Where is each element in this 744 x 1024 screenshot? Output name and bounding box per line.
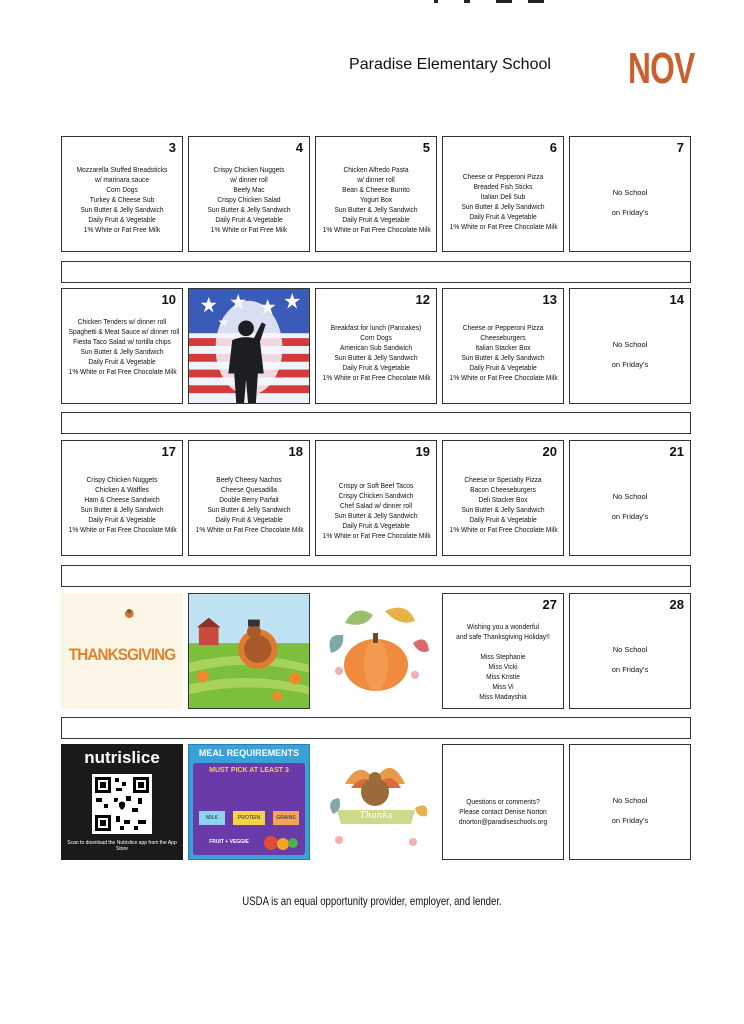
menu-item: Bacon Cheeseburgers [470, 485, 536, 494]
day-cell [315, 288, 437, 404]
menu-item: Crispy Chicken Nuggets [86, 475, 158, 484]
menu-item: Bean & Cheese Burrito [342, 185, 410, 194]
school-name: Paradise Elementary School [349, 56, 551, 73]
day-number: 10 [161, 292, 176, 307]
nutrislice-caption: Scan to download the Nutrislice app from the App Store [67, 840, 177, 852]
menu-item: American Sub Sandwich [339, 343, 413, 352]
day-cell [569, 593, 691, 709]
menu-item: Crispy Chicken Sandwich [338, 491, 414, 500]
menu-list [196, 165, 303, 235]
day-number: 6 [549, 140, 557, 155]
menu-item: Miss Stephanie [480, 652, 526, 661]
menu-item: 1% White or Fat Free Chocolate Milk [449, 373, 558, 382]
no-school-note: No School on Friday's [611, 645, 649, 674]
menu-item: Sun Butter & Jelly Sandwich [334, 353, 418, 362]
scan-mark [496, 0, 512, 3]
menu-item: Miss Vi [492, 682, 514, 691]
menu-list [323, 165, 430, 235]
veterans-day-image [188, 288, 310, 404]
menu-item: Daily Fruit & Vegetable [88, 215, 156, 224]
menu-item: Crispy Chicken Nuggets [213, 165, 285, 174]
row-divider [61, 565, 691, 587]
day-cell [569, 440, 691, 556]
menu-item: Daily Fruit & Vegetable [215, 515, 283, 524]
menu-item: Sun Butter & Jelly Sandwich [80, 205, 164, 214]
menu-list [323, 481, 430, 541]
usda-statement: USDA is an equal opportunity provider, employer, and lender. [242, 894, 502, 908]
menu-item: Fiesta Taco Salad w/ tortilla chips [73, 337, 171, 346]
menu-item: 1% White or Fat Free Chocolate Milk [195, 525, 304, 534]
nutrislice-logo: nutrislice [84, 748, 160, 767]
menu-item: Daily Fruit & Vegetable [88, 515, 156, 524]
row-divider [61, 261, 691, 283]
menu-item: 1% White or Fat Free Milk [210, 225, 288, 234]
milk-label: MILK [199, 811, 225, 825]
menu-item: Chicken & Waffles [95, 485, 149, 494]
menu-item: Miss Vicki [488, 662, 518, 671]
menu-item: Double Berry Parfait [219, 495, 279, 504]
day-cell [569, 288, 691, 404]
menu-item: w/ dinner roll [230, 175, 268, 184]
menu-item: Cheeseburgers [480, 333, 526, 342]
menu-list [450, 475, 557, 535]
menu-item: Sun Butter & Jelly Sandwich [80, 505, 164, 514]
menu-list [68, 317, 180, 377]
day-cell [188, 440, 310, 556]
menu-item: Chicken Alfredo Pasta [343, 165, 409, 174]
contact-cell [442, 744, 564, 860]
turkey-icon [61, 593, 183, 643]
menu-item: Breakfast for lunch (Pancakes) [330, 323, 422, 332]
menu-list [450, 323, 557, 383]
day-number: 21 [669, 444, 684, 459]
no-school-note: No School on Friday's [611, 340, 649, 369]
day-cell [442, 440, 564, 556]
turkey-farm-image [188, 593, 310, 709]
pumpkin-icon [315, 593, 437, 709]
menu-item [450, 642, 557, 652]
thanksgiving-image [61, 593, 183, 709]
thanks-turkey-illustration [315, 744, 437, 860]
menu-list [196, 475, 303, 535]
day-number: 7 [676, 140, 684, 155]
protein-label: PROTEIN [233, 811, 265, 825]
meal-requirements-image [188, 744, 310, 860]
menu-item: Cheese Quesadilla [221, 485, 277, 494]
menu-item: Corn Dogs [360, 333, 392, 342]
menu-item: Sun Butter & Jelly Sandwich [461, 353, 545, 362]
menu-item: Ham & Cheese Sandwich [84, 495, 160, 504]
holiday-message [450, 622, 557, 702]
menu-item: Miss Kristie [486, 672, 520, 681]
menu-item: Chef Salad w/ dinner roll [339, 501, 413, 510]
menu-item: Sun Butter & Jelly Sandwich [207, 505, 291, 514]
menu-list [450, 172, 557, 232]
menu-item: Sun Butter & Jelly Sandwich [334, 511, 418, 520]
menu-item: Beefy Mac [233, 185, 265, 194]
day-number: 20 [542, 444, 557, 459]
meal-requirements-panel [193, 763, 305, 855]
menu-item: Cheese or Pepperoni Pizza [462, 323, 544, 332]
row-divider [61, 412, 691, 434]
day-cell [61, 136, 183, 252]
menu-item: 1% White or Fat Free Chocolate Milk [68, 367, 177, 376]
menu-item: Daily Fruit & Vegetable [469, 363, 537, 372]
meal-requirements-subtitle: MUST PICK AT LEAST 3 [209, 767, 289, 774]
day-number: 13 [542, 292, 557, 307]
menu-list [323, 323, 430, 383]
day-cell [315, 136, 437, 252]
menu-item: Sun Butter & Jelly Sandwich [461, 505, 545, 514]
qr-code-icon [92, 774, 152, 834]
meal-requirements-title: MEAL REQUIREMENTS [198, 748, 300, 758]
day-number: 5 [422, 140, 430, 155]
no-school-note: No School on Friday's [611, 188, 649, 217]
menu-item: Italian Deli Sub [480, 192, 526, 201]
scan-mark [434, 0, 438, 3]
day-number: 19 [415, 444, 430, 459]
day-cell [61, 440, 183, 556]
day-cell [442, 136, 564, 252]
menu-item: Cheese or Specialty Pizza [464, 475, 542, 484]
day-number: 18 [288, 444, 303, 459]
menu-item: w/ marinara sauce [94, 175, 150, 184]
day-number: 27 [542, 597, 557, 612]
menu-item: Daily Fruit & Vegetable [469, 212, 537, 221]
menu-item: 1% White or Fat Free Chocolate Milk [322, 531, 431, 540]
menu-item: Daily Fruit & Vegetable [215, 215, 283, 224]
fruit-veggie-icon [263, 833, 299, 853]
day-number: 17 [161, 444, 176, 459]
menu-item: Sun Butter & Jelly Sandwich [80, 347, 164, 356]
menu-item: and safe Thanksgiving Holiday!! [456, 632, 550, 641]
menu-item: Mozzarella Stuffed Breadsticks [76, 165, 168, 174]
menu-item: dnorton@paradiseschools.org [458, 817, 548, 826]
contact-info [450, 797, 557, 827]
menu-item: Daily Fruit & Vegetable [342, 363, 410, 372]
day-cell [442, 288, 564, 404]
menu-item: Daily Fruit & Vegetable [342, 521, 410, 530]
thanksgiving-text: THANKSGIVING [68, 645, 176, 664]
day-cell [569, 744, 691, 860]
menu-item: Italian Stacker Box [475, 343, 531, 352]
menu-item: w/ dinner roll [357, 175, 395, 184]
day-cell [188, 136, 310, 252]
menu-item: Deli Stacker Box [478, 495, 528, 504]
menu-item: Questions or comments? [466, 797, 540, 806]
saluting-soldier-flag-image [189, 289, 309, 403]
pumpkin-image [315, 593, 437, 709]
menu-item: Corn Dogs [106, 185, 138, 194]
menu-item: Turkey & Cheese Sub [89, 195, 155, 204]
menu-item: 1% White or Fat Free Chocolate Milk [322, 373, 431, 382]
menu-item: Please contact Denise Norton [459, 807, 547, 816]
day-cell [442, 593, 564, 709]
turkey-farm-illustration [189, 594, 309, 708]
day-number: 3 [168, 140, 176, 155]
day-cell [569, 136, 691, 252]
day-cell [315, 440, 437, 556]
fruit-veggie-label: FRUIT + VEGGIE [209, 839, 249, 845]
row-divider [61, 717, 691, 739]
menu-list [69, 475, 176, 535]
menu-item: Yogurt Box [359, 195, 393, 204]
nutrislice-qr-image [61, 744, 183, 860]
day-number: 4 [295, 140, 303, 155]
menu-list [69, 165, 176, 235]
grains-label: GRAINS [273, 811, 299, 825]
scan-mark [464, 0, 470, 3]
menu-item: Crispy Chicken Salad [217, 195, 281, 204]
menu-item: Wishing you a wonderful [466, 622, 540, 631]
menu-item: Sun Butter & Jelly Sandwich [207, 205, 291, 214]
menu-item: Beefy Cheesy Nachos [216, 475, 282, 484]
menu-item: Crispy or Soft Beef Tacos [338, 481, 414, 490]
menu-item: Miss Madayshia [479, 692, 527, 701]
menu-item: 1% White or Fat Free Chocolate Milk [449, 525, 558, 534]
menu-item: 1% White or Fat Free Chocolate Milk [68, 525, 177, 534]
menu-item: Breaded Fish Sticks [473, 182, 533, 191]
menu-item: Daily Fruit & Vegetable [88, 357, 156, 366]
menu-item: Chicken Tenders w/ dinner roll [77, 317, 167, 326]
menu-item: 1% White or Fat Free Milk [83, 225, 161, 234]
menu-item: Cheese or Pepperoni Pizza [462, 172, 544, 181]
no-school-note: No School on Friday's [611, 492, 649, 521]
menu-item: Sun Butter & Jelly Sandwich [461, 202, 545, 211]
day-cell [61, 288, 183, 404]
day-number: 28 [669, 597, 684, 612]
menu-item: Sun Butter & Jelly Sandwich [334, 205, 418, 214]
menu-item: 1% White or Fat Free Chocolate Milk [449, 222, 558, 231]
thanks-turkey-image [315, 744, 437, 860]
day-number: 12 [415, 292, 430, 307]
menu-item: 1% White or Fat Free Chocolate Milk [322, 225, 431, 234]
menu-item: Daily Fruit & Vegetable [469, 515, 537, 524]
menu-item: Spaghetti & Meat Sauce w/ dinner roll [68, 327, 180, 336]
menu-item: Daily Fruit & Vegetable [342, 215, 410, 224]
no-school-note: No School on Friday's [611, 796, 649, 825]
scan-mark [528, 0, 544, 3]
month-label: NOV [628, 44, 695, 93]
thanks-banner-text: Thanks [359, 811, 393, 821]
day-number: 14 [669, 292, 684, 307]
